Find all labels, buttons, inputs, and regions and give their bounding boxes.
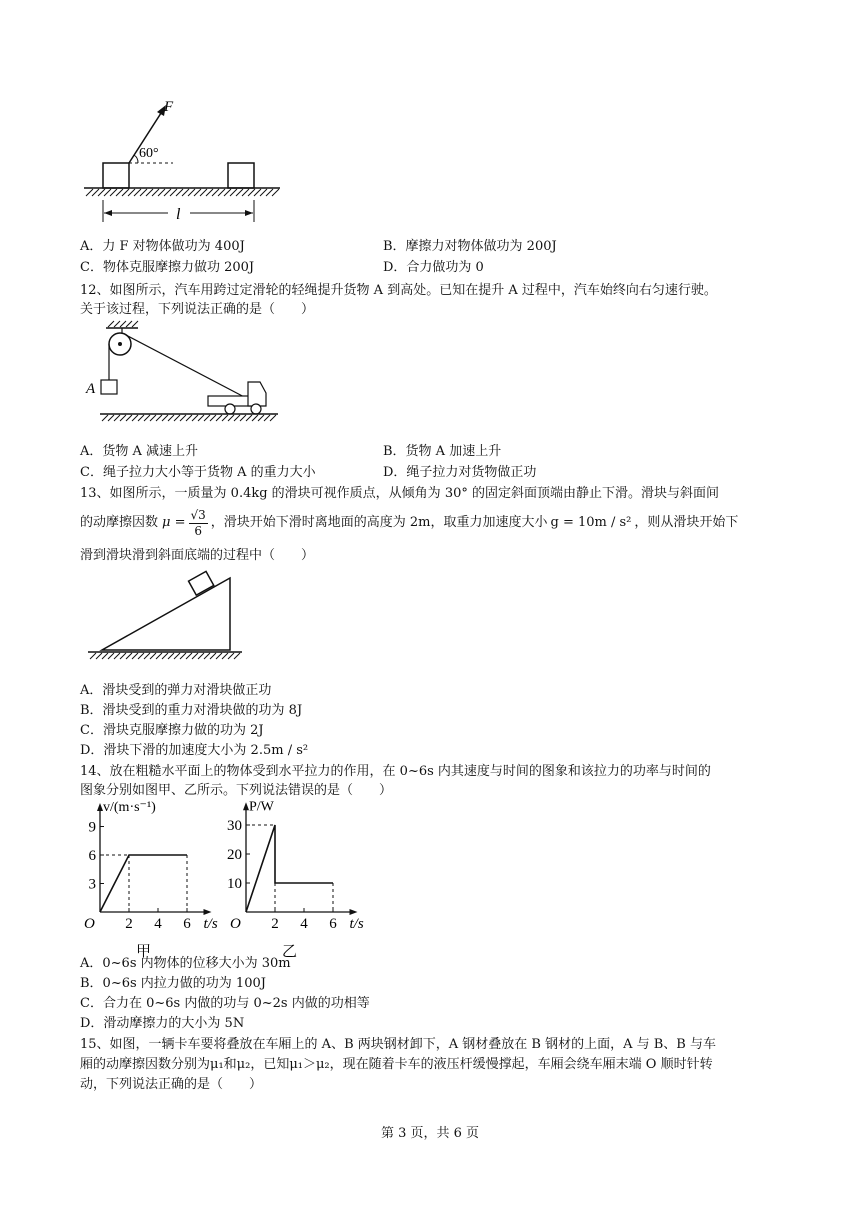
dimension-arrow-right xyxy=(245,210,253,216)
ceiling-hatch xyxy=(108,321,138,327)
y-axis-label: v/(m·s⁻¹) xyxy=(103,800,156,815)
x-tick-label: 2 xyxy=(271,916,279,932)
q12-option-a: A．货物 A 减速上升 xyxy=(80,444,199,459)
origin-label: O xyxy=(84,916,95,932)
q12-option-b: B．货物 A 加速上升 xyxy=(383,444,502,459)
y-tick-label: 30 xyxy=(227,818,242,834)
y-tick-label: 20 xyxy=(227,847,242,863)
x-tick-label: 4 xyxy=(154,916,162,932)
q12-option-c: C．绳子拉力大小等于货物 A 的重力大小 xyxy=(80,465,316,480)
block-left xyxy=(103,163,129,188)
dimension-arrow-left xyxy=(104,210,112,216)
q12-figure xyxy=(80,318,280,428)
page-footer: 第 3 页，共 6 页 xyxy=(380,1126,480,1141)
truck-wheel-front xyxy=(251,404,261,414)
angle-arc xyxy=(134,155,138,163)
q13-option-c: C．滑块克服摩擦力做的功为 2J xyxy=(80,723,264,738)
q13-stem-line2 xyxy=(80,505,738,541)
q15-stem-line3: 动，下列说法正确的是（ ） xyxy=(80,1077,263,1092)
length-label: l xyxy=(176,206,181,223)
q11-option-b: B．摩擦力对物体做功为 200J xyxy=(383,239,557,254)
q13-stem-line1: 13、如图所示，一质量为 0.4kg 的滑块可视作质点，从倾角为 30° 的固定斜面顶端由静止下滑。滑块与斜面间 xyxy=(80,486,719,501)
chart-title: 乙 xyxy=(281,944,298,960)
g-expression: g = 10m / s² xyxy=(550,515,632,530)
q14-option-c: C．合力在 0~6s 内做的功与 0~2s 内做的功相等 xyxy=(80,996,370,1011)
x-tick-label: 6 xyxy=(183,916,191,932)
data-line xyxy=(246,825,333,912)
q14-stem-line2: 图象分别如图甲、乙所示。下列说法错误的是（ ） xyxy=(80,783,393,798)
q12-stem-line2: 关于该过程，下列说法正确的是（ ） xyxy=(80,302,315,317)
road-hatch xyxy=(102,415,276,421)
x-axis-label: t/s xyxy=(203,916,218,932)
q13-figure xyxy=(80,562,250,667)
q15-stem-line2: 厢的动摩擦因数分别为μ₁和μ₂，已知μ₁＞μ₂，现在随着卡车的液压杆缓慢撑起，车厢会绕车厢末端 O 顺时针转 xyxy=(80,1057,713,1072)
y-tick-label: 3 xyxy=(88,876,96,893)
mu-numerator: √3 xyxy=(190,507,206,522)
q11-figure xyxy=(80,96,300,231)
q13-option-d: D．滑块下滑的加速度大小为 2.5m / s² xyxy=(80,743,309,758)
incline xyxy=(102,578,230,650)
chart-title: 甲 xyxy=(135,944,152,960)
x-tick-label: 2 xyxy=(125,916,133,932)
x-axis-arrow xyxy=(350,909,358,915)
block-right xyxy=(228,163,254,188)
rope-to-truck xyxy=(126,335,250,400)
power-time-chart xyxy=(227,799,378,960)
y-axis-label: P/W xyxy=(249,799,274,815)
x-tick-label: 6 xyxy=(329,916,337,932)
q15-stem-line1: 15、如图，一辆卡车要将叠放在车厢上的 A、B 两块钢材卸下，A 钢材叠放在 B 钢材的上面，A 与 B、B 与车 xyxy=(80,1037,716,1052)
cargo-a xyxy=(101,380,117,394)
y-tick-label: 10 xyxy=(227,876,242,892)
pulley-axle xyxy=(118,342,122,346)
q13-stem-line2-a: 的动摩擦因数 xyxy=(80,515,159,530)
cargo-label: A xyxy=(86,381,96,397)
x-tick-label: 4 xyxy=(300,916,308,932)
q13-option-b: B．滑块受到的重力对滑块做的功为 8J xyxy=(80,703,303,718)
mu-fraction xyxy=(189,508,208,539)
q11-option-d: D．合力做功为 0 xyxy=(383,260,484,275)
q14-option-d: D．滑动摩擦力的大小为 5N xyxy=(80,1016,245,1031)
origin-label: O xyxy=(230,916,241,932)
truck-wheel-rear xyxy=(225,404,235,414)
truck-cab xyxy=(248,382,266,406)
x-axis-label: t/s xyxy=(349,916,364,932)
q13-stem-line2-b: ，滑块开始下滑时离地面的高度为 2m，取重力加速度大小 xyxy=(210,515,548,530)
q11-option-c: C．物体克服摩擦力做功 200J xyxy=(80,260,255,275)
ground-hatch xyxy=(90,653,240,659)
force-label: F xyxy=(164,99,174,115)
q13-option-a: A．滑块受到的弹力对滑块做正功 xyxy=(80,683,272,698)
q14-stem-line1: 14、放在粗糙水平面上的物体受到水平拉力的作用，在 0~6s 内其速度与时间的图象和该拉力的功率与时间的 xyxy=(80,764,711,779)
q12-option-d: D．绳子拉力对货物做正功 xyxy=(383,465,537,480)
q12-stem-line1: 12、如图所示，汽车用跨过定滑轮的轻绳提升货物 A 到高处。已知在提升 A 过程中，汽车始终向右匀速行驶。 xyxy=(80,283,717,298)
velocity-time-chart xyxy=(80,800,218,960)
q14-option-b: B．0~6s 内拉力做的功为 100J xyxy=(80,976,266,991)
q14-option-a: A．0~6s 内物体的位移大小为 30m xyxy=(80,956,291,971)
angle-label: 60° xyxy=(139,146,159,161)
data-line xyxy=(100,855,187,912)
ground-hatch xyxy=(86,189,279,196)
y-tick-label: 9 xyxy=(88,819,96,836)
q13-stem-line2-c: ，则从滑块开始下 xyxy=(634,515,739,530)
mu-denominator: 6 xyxy=(194,523,202,538)
q13-stem-line3: 滑到滑块滑到斜面底端的过程中（ ） xyxy=(80,548,315,563)
mu-expression: μ = xyxy=(162,515,186,530)
q11-option-a: A．力 F 对物体做功为 400J xyxy=(80,239,245,254)
y-tick-label: 6 xyxy=(88,848,96,864)
x-axis-arrow xyxy=(204,909,212,915)
